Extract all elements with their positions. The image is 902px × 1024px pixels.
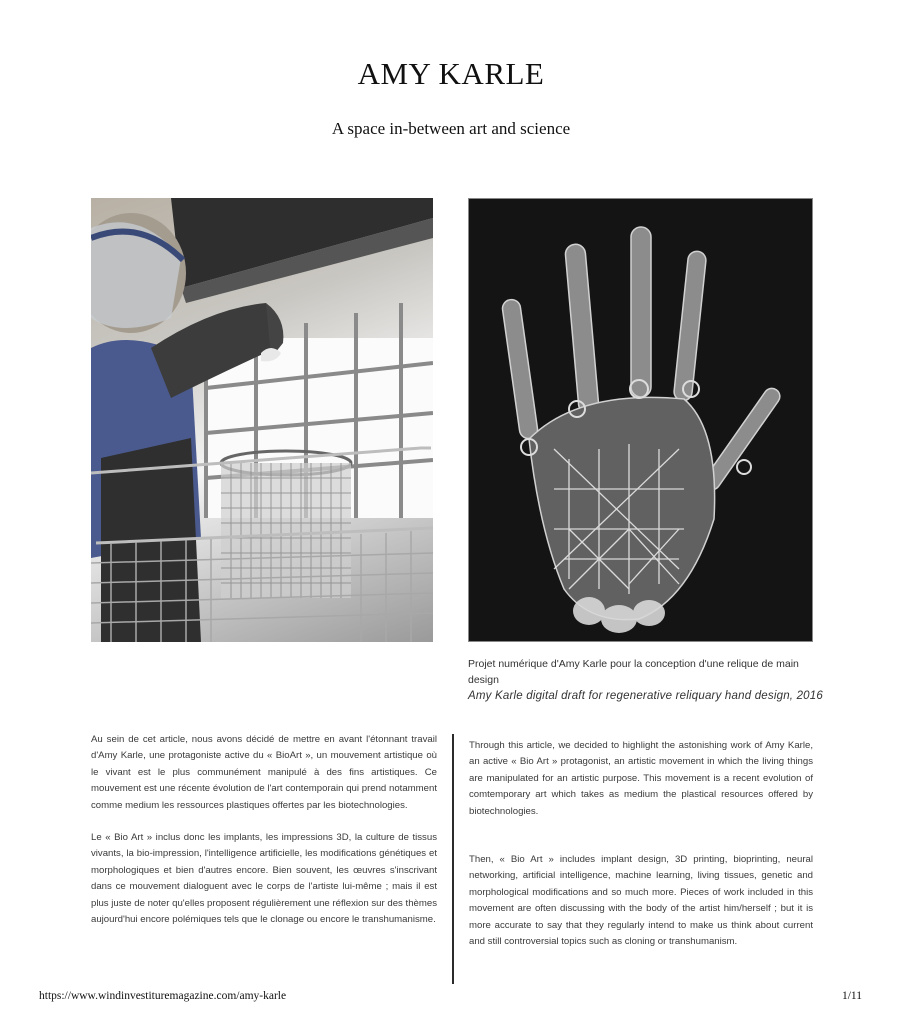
- article-column-french: [91, 732, 437, 928]
- article-paragraph-fr-1: Au sein de cet article, nous avons décidé de mettre en avant l'étonnant travail d'Amy Karle, une protagoniste active du « BioArt », un mouvement artistique où le vivant est le plus communément manipulé à des fins artistiques. Ce mouvement est une récente évolution de l'art contemporain qui prend notamment comme medium les ressources plastiques offertes par les biotechnologies.: [91, 734, 437, 811]
- hand-render-image: [468, 198, 813, 642]
- lab-photo: [91, 198, 433, 642]
- caption-english: Amy Karle digital draft for regenerative reliquary hand design, 2016: [468, 690, 823, 702]
- lab-photo-illustration: [91, 198, 433, 642]
- caption-french: Projet numérique d'Amy Karle pour la conception d'une relique de main design: [468, 658, 799, 686]
- skeletal-hand-illustration: [469, 199, 812, 641]
- footer-url: https://www.windinvestituremagazine.com/amy-karle: [39, 990, 287, 1002]
- page-subtitle: A space in-between art and science: [331, 119, 571, 138]
- page-number: 1/11: [841, 990, 862, 1002]
- page-title: AMY KARLE: [357, 56, 545, 91]
- article-paragraph-en-1: Through this article, we decided to highlight the astonishing work of Amy Karle, an active « Bio Art » protagonist, an artistic movement in which the living things are manipulated for an artistic purpose. This movement is a recent evolution of comtemporary art which takes as medium the plastical resources offered by biotechnologies.: [469, 740, 813, 817]
- image-caption: [468, 656, 828, 704]
- article-paragraph-fr-2: Le « Bio Art » inclus donc les implants, les impressions 3D, la culture de tissus vivants, la bio-impression, l'intelligence artificielle, les modifications génétiques et morphologiques et bien d'autres encore. Bien souvent, les œuvres s'inscrivant dans ce mouvement dialoguent avec le corps de l'artiste lui-même ; mais il est plus juste de noter qu'elles proposent régulièrement une réflexion sur des thèmes aujourd'hui encore polémiques tels que le clonage ou encore le transhumanisme.: [91, 832, 437, 926]
- column-divider: [452, 734, 454, 984]
- article-paragraph-en-2: Then, « Bio Art » includes implant design, 3D printing, bioprinting, neural networking, artificial intelligence, machine learning, living tissues, genetic and morphological modifications and so much more. Pieces of work included in this movement are often discussing with the body of the artist him/herself ; but it is more accurate to say that they regularly intend to make us think about current and still controversial topics such as cloning or transhumanism.: [469, 854, 813, 948]
- article-column-english: [469, 738, 813, 950]
